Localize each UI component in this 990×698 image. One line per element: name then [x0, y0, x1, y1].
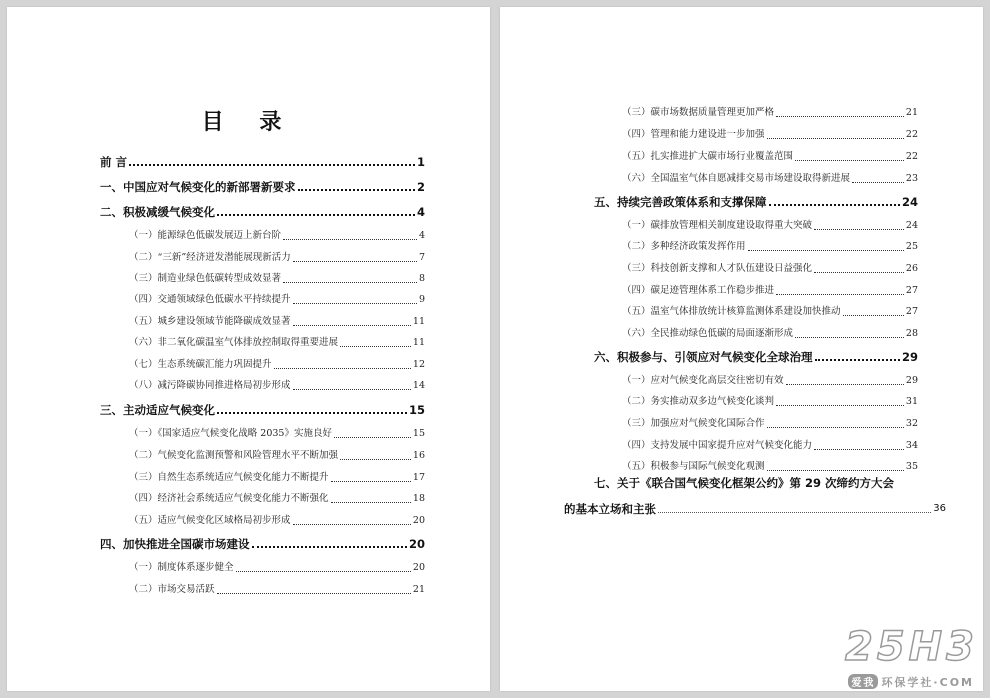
leader-dots [340, 345, 411, 347]
toc-page-left [7, 7, 490, 691]
toc-entry[interactable] [129, 426, 425, 442]
toc-entry[interactable] [622, 416, 918, 432]
toc-entry-label: （六）全民推动绿色低碳的局面逐渐形成 [622, 328, 794, 339]
leader-dots [331, 480, 411, 482]
toc-entry-label: （四）交通领域绿色低碳水平持续提升 [129, 294, 291, 305]
toc-entry[interactable] [594, 194, 918, 210]
toc-entry-page: 35 [905, 461, 918, 472]
leader-dots [843, 314, 904, 316]
toc-entry[interactable] [129, 582, 425, 598]
toc-entry-page: 11 [412, 316, 425, 327]
toc-entry[interactable] [129, 228, 425, 244]
toc-entry-label: （一）《国家适应气候变化战略 2035》实施良好 [129, 428, 332, 439]
toc-entry-7-line1[interactable] [594, 475, 894, 491]
toc-entry-label: （四）经济社会系统适应气候变化能力不断强化 [129, 493, 329, 504]
leader-dots [274, 367, 411, 369]
toc-entry-label: （五）积极参与国际气候变化观测 [622, 461, 765, 472]
toc-entry-label: 前 言 [100, 155, 128, 169]
toc-entry[interactable] [129, 378, 425, 394]
toc-entry-page: 15 [412, 428, 425, 439]
toc-entry-7-line2[interactable] [564, 501, 946, 517]
toc-entry[interactable] [622, 304, 918, 320]
toc-entry[interactable] [594, 349, 918, 365]
leader-dots [852, 181, 904, 183]
toc-entry[interactable] [622, 239, 918, 255]
toc-page-right [500, 7, 983, 691]
toc-entry-label: （四）管理和能力建设进一步加强 [622, 129, 765, 140]
toc-entry-page: 34 [905, 440, 918, 451]
leader-dots [217, 411, 407, 414]
toc-entry-label: 六、积极参与、引领应对气候变化全球治理 [594, 350, 813, 364]
toc-entry-page: 18 [412, 493, 425, 504]
leader-dots [340, 458, 411, 460]
toc-entry-label: （三）科技创新支撑和人才队伍建设日益强化 [622, 263, 813, 274]
toc-entry-label: （七）生态系统碳汇能力巩固提升 [129, 359, 272, 370]
toc-entry-page: 21 [412, 584, 425, 595]
toc-entry[interactable] [100, 179, 425, 195]
toc-entry[interactable] [129, 292, 425, 308]
toc-entry-label: （五）城乡建设领域节能降碳成效显著 [129, 316, 291, 327]
toc-entry-page: 26 [905, 263, 918, 274]
leader-dots [252, 545, 407, 548]
toc-entry-page: 29 [901, 350, 918, 364]
toc-entry-label: （五）温室气体排放统计核算监测体系建设加快推动 [622, 306, 841, 317]
toc-entry[interactable] [129, 271, 425, 287]
toc-title: 目 录 [201, 110, 296, 135]
toc-entry-page: 2 [416, 180, 425, 194]
leader-dots [767, 426, 904, 428]
toc-entry-label: （二）市场交易活跃 [129, 584, 215, 595]
toc-entry-page: 12 [412, 359, 425, 370]
leader-dots [795, 336, 904, 338]
leader-dots [283, 281, 417, 283]
toc-entry-label: （三）碳市场数据质量管理更加严格 [622, 107, 775, 118]
toc-entry-label: （一）能源绿色低碳发展迈上新台阶 [129, 230, 282, 241]
toc-entry-label: （四）碳足迹管理体系工作稳步推进 [622, 285, 775, 296]
leader-dots [293, 388, 411, 390]
watermark-site: 环保学社·COM [881, 676, 974, 689]
toc-entry-page: 14 [412, 380, 425, 391]
toc-entry-label: （一）碳排放管理相关制度建设取得重大突破 [622, 220, 813, 231]
toc-entry-page: 24 [905, 220, 918, 231]
toc-entry-label: （二）“三新”经济迸发潜能展现新活力 [129, 252, 291, 263]
toc-entry-page: 16 [412, 450, 425, 461]
toc-entry-label: （六）全国温室气体自愿减排交易市场建设取得新进展 [622, 173, 851, 184]
leader-dots [129, 163, 415, 166]
leader-dots [767, 469, 904, 471]
toc-entry[interactable] [100, 536, 425, 552]
toc-entry[interactable] [622, 438, 918, 454]
toc-entry-label: 五、持续完善政策体系和支撑保障 [594, 195, 767, 209]
toc-entry[interactable] [129, 357, 425, 373]
toc-entry-page: 15 [408, 403, 425, 417]
toc-entry-page: 27 [905, 285, 918, 296]
toc-entry-page: 22 [905, 151, 918, 162]
toc-entry-page: 1 [416, 155, 425, 169]
toc-entry-page: 27 [905, 306, 918, 317]
watermark-badge: 爱我 [848, 674, 878, 689]
toc-entry-7-label-line1: 七、关于《联合国气候变化框架公约》第 29 次缔约方大会 [594, 476, 895, 490]
toc-entry-label: 一、中国应对气候变化的新部署新要求 [100, 180, 296, 194]
leader-dots [658, 511, 931, 513]
toc-entry-label: （四）支持发展中国家提升应对气候变化能力 [622, 440, 813, 451]
watermark-logo: 25H3 [845, 624, 978, 670]
leader-dots [795, 159, 904, 161]
toc-entry-label: （三）自然生态系统适应气候变化能力不断提升 [129, 472, 329, 483]
toc-entry-label: （三）制造业绿色低碳转型成效显著 [129, 273, 282, 284]
toc-entry[interactable] [129, 513, 425, 529]
toc-entry-label: （二）气候变化监测预警和风险管理水平不断加强 [129, 450, 339, 461]
leader-dots [814, 448, 904, 450]
toc-entry[interactable] [129, 250, 425, 266]
leader-dots [293, 302, 417, 304]
toc-entry-page: 25 [905, 241, 918, 252]
toc-entry[interactable] [622, 326, 918, 342]
watermark-text [848, 674, 974, 690]
toc-entry-label: （一）制度体系逐步健全 [129, 562, 234, 573]
toc-entry[interactable] [622, 459, 918, 475]
toc-entry-page: 4 [418, 230, 425, 241]
toc-entry-label: （三）加强应对气候变化国际合作 [622, 418, 765, 429]
toc-entry[interactable] [622, 261, 918, 277]
leader-dots [236, 570, 411, 572]
leader-dots [814, 271, 904, 273]
toc-entry-page: 21 [905, 107, 918, 118]
leader-dots [331, 501, 411, 503]
toc-entry-label: （二）务实推动双多边气候变化谈判 [622, 396, 775, 407]
toc-entry-page: 29 [905, 375, 918, 386]
toc-entry-label: （八）减污降碳协同推进格局初步形成 [129, 380, 291, 391]
site-watermark [808, 622, 978, 692]
toc-entry-label: 二、积极减缓气候变化 [100, 205, 215, 219]
toc-entry-page: 31 [905, 396, 918, 407]
toc-entry-page: 20 [408, 537, 425, 551]
leader-dots [217, 213, 415, 216]
toc-entry[interactable] [129, 470, 425, 486]
toc-entry-page: 28 [905, 328, 918, 339]
leader-dots [776, 293, 904, 295]
leader-dots [293, 324, 411, 326]
toc-entry[interactable] [100, 204, 425, 220]
leader-dots [769, 203, 900, 206]
toc-entry-page: 9 [418, 294, 425, 305]
toc-entry-page: 17 [412, 472, 425, 483]
toc-entry[interactable] [622, 105, 918, 121]
toc-entry-label: 三、主动适应气候变化 [100, 403, 215, 417]
leader-dots [786, 383, 904, 385]
leader-dots [776, 115, 904, 117]
leader-dots [298, 188, 415, 191]
toc-entry-label: （六）非二氧化碳温室气体排放控制取得重要进展 [129, 337, 339, 348]
toc-entry-page: 4 [416, 205, 425, 219]
toc-entry[interactable] [622, 149, 918, 165]
leader-dots [767, 137, 904, 139]
toc-entry[interactable] [100, 154, 425, 170]
toc-entry-page: 20 [412, 562, 425, 573]
leader-dots [283, 238, 417, 240]
leader-dots [814, 228, 904, 230]
toc-entry-page: 11 [412, 337, 425, 348]
toc-entry[interactable] [622, 283, 918, 299]
toc-entry-label: 的基本立场和主张 [564, 502, 656, 516]
toc-entry[interactable] [622, 218, 918, 234]
toc-entry[interactable] [129, 560, 425, 576]
toc-entry[interactable] [129, 491, 425, 507]
toc-entry-page: 8 [418, 273, 425, 284]
toc-entry-page: 36 [933, 503, 946, 514]
leader-dots [217, 592, 411, 594]
toc-entry-page: 7 [418, 252, 425, 263]
toc-entry-page: 32 [905, 418, 918, 429]
toc-entry[interactable] [622, 373, 918, 389]
toc-entry-label: （一）应对气候变化高层交往密切有效 [622, 375, 784, 386]
toc-entry[interactable] [129, 335, 425, 351]
toc-entry-page: 23 [905, 173, 918, 184]
toc-entry[interactable] [622, 127, 918, 143]
toc-entry-label: （二）多种经济政策发挥作用 [622, 241, 746, 252]
toc-entry-label: （五）适应气候变化区域格局初步形成 [129, 515, 291, 526]
leader-dots [293, 260, 417, 262]
toc-entry[interactable] [622, 171, 918, 187]
leader-dots [776, 404, 904, 406]
leader-dots [748, 249, 904, 251]
toc-entry-page: 24 [901, 195, 918, 209]
toc-entry[interactable] [622, 394, 918, 410]
toc-entry[interactable] [129, 448, 425, 464]
toc-entry-page: 22 [905, 129, 918, 140]
toc-entry-label: （五）扎实推进扩大碳市场行业覆盖范围 [622, 151, 794, 162]
toc-entry[interactable] [100, 402, 425, 418]
leader-dots [334, 436, 411, 438]
toc-entry[interactable] [129, 314, 425, 330]
toc-entry-label: 四、加快推进全国碳市场建设 [100, 537, 250, 551]
leader-dots [293, 523, 411, 525]
leader-dots [815, 358, 900, 361]
toc-entry-page: 20 [412, 515, 425, 526]
